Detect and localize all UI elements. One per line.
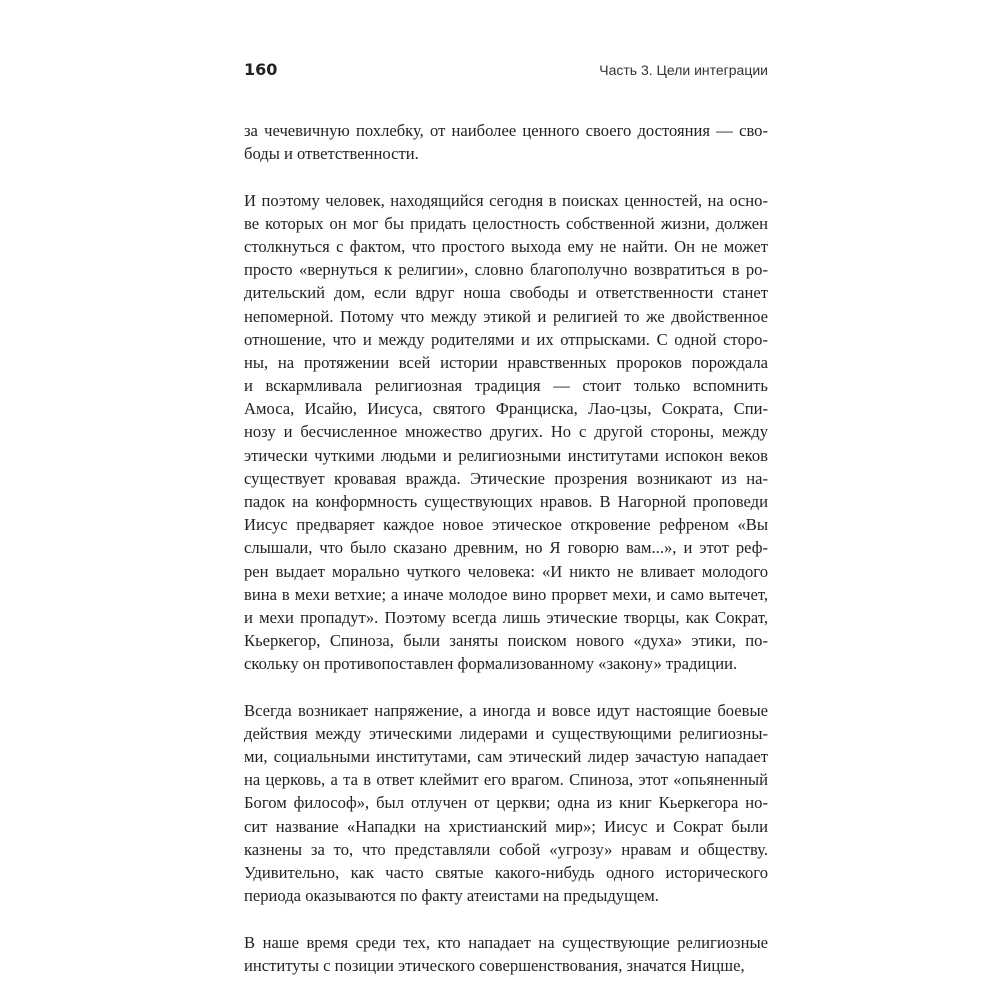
text-line: вина в мехи ветхие; а иначе молодое вино прорвет мехи, и само вытечет, bbox=[244, 584, 768, 604]
page-header bbox=[244, 58, 768, 84]
body-text bbox=[244, 119, 768, 1000]
text-line: периода оказываются по факту атеистами на предыдущем. bbox=[244, 886, 659, 906]
text-line: за чечевичную похлебку, от наиболее ценного своего достояния — сво- bbox=[244, 121, 768, 140]
text-line: рен выдает морально чуткого человека: «И никто не вливает молодого bbox=[244, 561, 768, 581]
text-line: слышали, что было сказано древним, но Я говорю вам...», и этот реф- bbox=[244, 538, 768, 558]
text-line: Амоса, Исайю, Иисуса, святого Франциска, Лао-цзы, Сократа, Спи- bbox=[244, 399, 768, 419]
text-line: В наше время среди тех, кто нападает на существующие религиозные bbox=[244, 932, 768, 952]
text-line: и вскармливала религиозная традиция — стоит только вспомнить bbox=[244, 376, 768, 396]
paragraph bbox=[244, 119, 768, 165]
text-line: казнены за то, что представляли собой «угрозу» нравам и обществу. bbox=[244, 839, 768, 859]
text-line: Кьеркегор, Спиноза, были заняты поиском нового «духа» этики, по- bbox=[244, 631, 768, 651]
text-line: Иисус предваряет каждое новое этическое откровение рефреном «Вы bbox=[244, 515, 768, 535]
text-line: Богом философ», был отлучен от церкви; одна из книг Кьеркегора но- bbox=[244, 793, 768, 813]
text-line: ны, на протяжении всей истории нравственных пророков порождала bbox=[244, 352, 768, 372]
text-line: И поэтому человек, находящийся сегодня в поисках ценностей, на осно- bbox=[244, 190, 768, 210]
text-line: ми, социальными институтами, сам этический лидер зачастую нападает bbox=[244, 747, 768, 767]
text-line: нозу и бесчисленное множество других. Но с другой стороны, между bbox=[244, 422, 768, 442]
paragraph bbox=[244, 699, 768, 908]
text-line: боды и ответственности. bbox=[244, 144, 419, 164]
text-line: институты с позиции этического совершенствования, значатся Ницше, bbox=[244, 955, 745, 975]
text-line: отношение, что и между родителями и их отпрысками. С одной сторо- bbox=[244, 329, 768, 349]
text-line: просто «вернуться к религии», словно благополучно возвратиться в ро- bbox=[244, 260, 768, 280]
paragraph bbox=[244, 931, 768, 977]
text-line: действия между этическими лидерами и существующими религиозны- bbox=[244, 723, 768, 743]
text-line: сит название «Нападки на христианский мир»; Иисус и Сократ были bbox=[244, 816, 768, 836]
page-number: 160 bbox=[244, 60, 278, 79]
paragraph bbox=[244, 189, 768, 676]
running-head: Часть 3. Цели интеграции bbox=[599, 62, 768, 78]
text-line: столкнуться с фактом, что простого выхода ему не найти. Он не может bbox=[244, 236, 768, 256]
text-line: на церковь, а та в ответ клеймит его врагом. Спиноза, этот «опьяненный bbox=[244, 770, 768, 790]
text-line: этически чуткими людьми и религиозными институтами испокон веков bbox=[244, 445, 768, 465]
text-line: существует кровавая вражда. Этические прозрения возникают из на- bbox=[244, 468, 768, 488]
text-line: дительский дом, если вдруг ноша свободы и ответственности станет bbox=[244, 283, 768, 303]
text-line: непомерной. Потому что между этикой и религией то же двойственное bbox=[244, 306, 768, 326]
text-line: падок на конформность существующих нравов. В Нагорной проповеди bbox=[244, 492, 768, 511]
text-line: ве которых он мог бы придать целостность собственной жизни, должен bbox=[244, 213, 768, 233]
text-line: и мехи пропадут». Поэтому всегда лишь этические творцы, как Сократ, bbox=[244, 607, 768, 627]
text-line: скольку он противопоставлен формализованному «закону» традиции. bbox=[244, 654, 738, 674]
text-line: Удивительно, как часто святые какого-нибудь одного исторического bbox=[244, 863, 768, 882]
text-line: Всегда возникает напряжение, а иногда и вовсе идут настоящие боевые bbox=[244, 700, 768, 720]
